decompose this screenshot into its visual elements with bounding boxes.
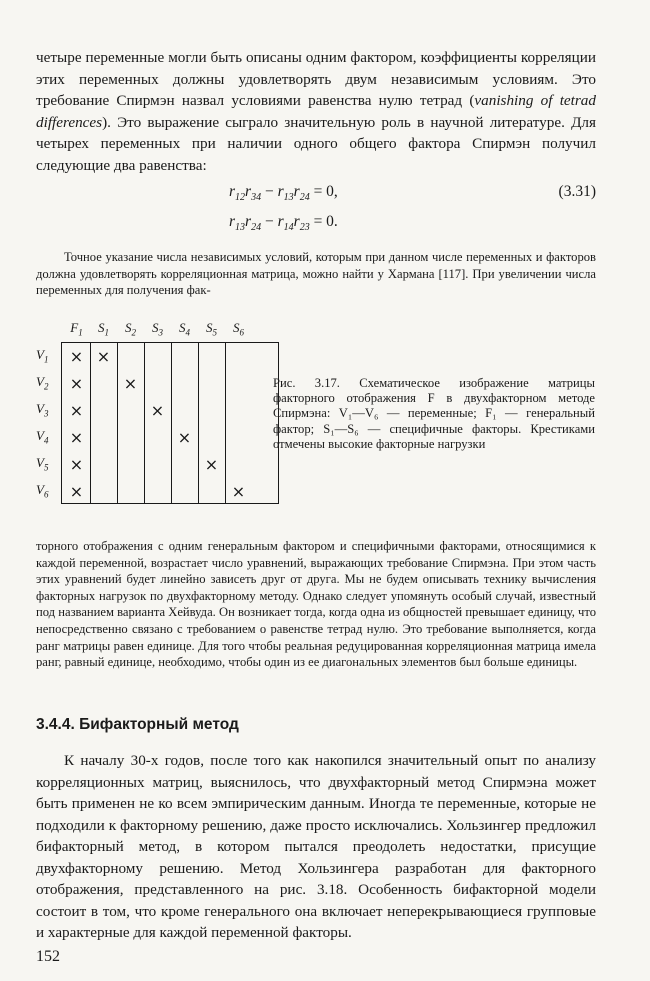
high-loading-cross: × (231, 482, 246, 501)
row-label: $V_3$ (36, 401, 49, 419)
row-label: $V_5$ (36, 455, 49, 473)
high-loading-cross: × (177, 428, 192, 447)
row-label: $V_6$ (36, 482, 49, 500)
figure-matrix (36, 320, 276, 510)
figure-caption: Рис. 3.17. Схематическое изображение матрицы факторного отображения F в двухфакторном методе Спирмэна: V₁—V₆ — переменные; F₁ — генеральный фактор; S₁—S₆ — специфичные факторы. Крестиками отмечены высокие факторные нагрузки (273, 376, 595, 451)
high-loading-cross: × (123, 374, 138, 393)
grid-line (117, 343, 118, 503)
bottom-paragraph: К началу 30-х годов, после того как накопился значительный опыт по анализу корреляционных матриц, выяснилось, что двухфакторный метод Спирмэна может быть применен не ко всем эмпирическим данным. Иногда те переменные, которые не подходили к факторному решению, даже просто исключались. Хользингер предложил бифакторный метод, в котором пытался преодолеть недостатки, присущие двухфакторному решению. Метод Хользингера разработан для факторного отображения, представленного на рис. 3.18. Особенность бифакторной модели состоит в том, что кроме генерального она включает неперекрывающиеся групповые и характерные для каждой переменной факторы. (36, 752, 596, 941)
top-paragraph-text: четыре переменные могли быть описаны одним фактором, коэффициенты корреляции этих переменных должны удовлетворять двум независимым условиям. Это требование Спирмэн назвал условиями равенства нулю тетрад ( (36, 49, 596, 109)
grid-line (171, 343, 172, 503)
row-label: $V_1$ (36, 347, 49, 365)
column-label: $F_1$ (70, 320, 83, 338)
column-label: $S_6$ (233, 320, 244, 338)
high-loading-cross: × (69, 401, 84, 420)
high-loading-cross: × (150, 401, 165, 420)
high-loading-cross: × (204, 455, 219, 474)
top-paragraph-italic: vanishing of tetrad differences (36, 92, 596, 131)
high-loading-cross: × (69, 428, 84, 447)
top-paragraph (36, 47, 596, 176)
column-label: $S_2$ (125, 320, 136, 338)
top-paragraph-end: ). Это выражение сыграло значительную роль в научной литературе. Для четырех переменных при наличии одного общего фактора Спирмэн получил следующие два равенства: (36, 113, 596, 174)
equation-2: $r_{13}r_{24} - r_{14}r_{23} = 0$. (229, 213, 338, 234)
factor-matrix-grid (61, 342, 279, 504)
page-number: 152 (36, 948, 60, 965)
high-loading-cross: × (69, 455, 84, 474)
high-loading-cross: × (69, 374, 84, 393)
equation-1: $r_{12}r_{34} - r_{13}r_{24} = 0$, (229, 183, 338, 204)
row-label: $V_2$ (36, 374, 49, 392)
row-label: $V_4$ (36, 428, 49, 446)
section-title: 3.4.4. Бифакторный метод (36, 716, 239, 733)
small-paragraph-2: торного отображения с одним генеральным фактором и специфичными факторами, относящимися к каждой переменной, возрастает число уравнений, выражающих требование Спирмэна. При этом часть этих уравнений будет линейно зависеть друг от друга. Мы не будем описывать технику вычисления факторных нагрузок по двухфакторному методу. Однако следует упомянуть особый случай, известный под названием варианта Хейвуда. Он возникает тогда, когда одна из общностей превышает единицу, что непосредственно связано с требованием о равенстве тетрад нулю. Это требование выполняется, когда ранг матрицы равен единице. Для того чтобы реальная редуцированная корреляционная матрица имела ранг, равный единице, необходимо, чтобы один из ее диагональных элементов был больше единицы. (36, 539, 596, 670)
grid-line (198, 343, 199, 503)
column-label: $S_3$ (152, 320, 163, 338)
high-loading-cross: × (96, 347, 111, 366)
column-label: $S_5$ (206, 320, 217, 338)
column-label: $S_1$ (98, 320, 109, 338)
high-loading-cross: × (69, 482, 84, 501)
high-loading-cross: × (69, 347, 84, 366)
small-paragraph-1: Точное указание числа независимых условий, которым при данном числе переменных и факторов должна удовлетворять корреляционная матрица, можно найти у Хармана [117]. При увеличении числа переменных для получения фак- (36, 250, 596, 298)
column-label: $S_4$ (179, 320, 190, 338)
equation-number: (3.31) (558, 183, 596, 200)
